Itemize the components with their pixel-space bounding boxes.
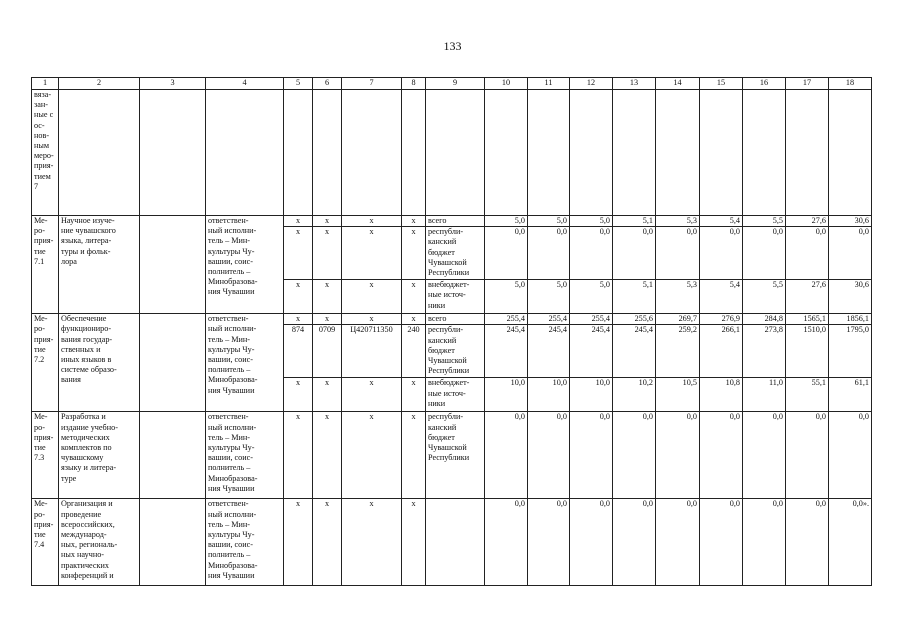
year-value-cell: 0,0 xyxy=(700,499,743,586)
funding-source-cell: внебюджет- ные источ- ники xyxy=(426,378,485,412)
grbs-code-cell: x xyxy=(284,216,313,227)
continuation-row xyxy=(32,90,872,216)
year-value-cell: 0,0 xyxy=(829,412,872,499)
target-article-cell: x xyxy=(342,280,402,314)
table-row xyxy=(32,216,872,227)
section-code-cell: x xyxy=(313,216,342,227)
year-value-cell: 255,6 xyxy=(613,314,656,325)
funding-source-cell xyxy=(426,499,485,586)
program-measures-table xyxy=(31,77,872,586)
year-value-cell: 255,4 xyxy=(528,314,570,325)
measure-code-cell: Ме- ро- прия- тие 7.2 xyxy=(32,314,59,412)
continuation-label: вяза- зан- ные с ос- нов- ным меро- прия- тием 7 xyxy=(32,90,59,216)
year-value-cell: 0,0 xyxy=(613,499,656,586)
year-value-cell: 245,4 xyxy=(528,325,570,378)
year-value-cell: 0,0 xyxy=(656,412,700,499)
year-value-cell: 259,2 xyxy=(656,325,700,378)
column-number-header: 13 xyxy=(613,78,656,90)
year-value-cell: 30,6 xyxy=(829,280,872,314)
year-value-cell: 5,1 xyxy=(613,280,656,314)
target-article-cell: x xyxy=(342,216,402,227)
column-number-header: 8 xyxy=(402,78,426,90)
year-value-cell: 5,3 xyxy=(656,216,700,227)
column-number-row xyxy=(32,78,872,90)
year-value-cell: 245,4 xyxy=(485,325,528,378)
section-code-cell: x xyxy=(313,314,342,325)
grbs-code-cell: 874 xyxy=(284,325,313,378)
year-value-cell: 30,6 xyxy=(829,216,872,227)
year-value-cell: 0,0 xyxy=(485,412,528,499)
target-article-cell: x xyxy=(342,499,402,586)
funding-source-cell: республи- канский бюджет Чувашской Республики xyxy=(426,325,485,378)
grbs-code-cell: x xyxy=(284,499,313,586)
year-value-cell: 0,0 xyxy=(613,227,656,280)
column-number-header: 17 xyxy=(786,78,829,90)
section-code-cell: x xyxy=(313,227,342,280)
year-value-cell: 1510,0 xyxy=(786,325,829,378)
expense-type-cell: x xyxy=(402,412,426,499)
funding-source-cell: республи- канский бюджет Чувашской Республики xyxy=(426,227,485,280)
funding-source-cell: внебюджет- ные источ- ники xyxy=(426,280,485,314)
section-code-cell: x xyxy=(313,412,342,499)
grbs-code-cell: x xyxy=(284,280,313,314)
expense-type-cell: x xyxy=(402,280,426,314)
section-code-cell: x xyxy=(313,280,342,314)
target-article-cell: Ц420711350 xyxy=(342,325,402,378)
measure-name-cell: Научное изуче- ние чувашского языка, литера- туры и фольк- лора xyxy=(59,216,140,314)
expense-type-cell: x xyxy=(402,499,426,586)
column-number-header: 2 xyxy=(59,78,140,90)
table-row xyxy=(32,499,872,586)
year-value-cell: 0,0 xyxy=(528,412,570,499)
measure-code-cell: Ме- ро- прия- тие 7.1 xyxy=(32,216,59,314)
year-value-cell: 0,0 xyxy=(743,227,786,280)
year-value-cell: 5,0 xyxy=(528,216,570,227)
year-value-cell: 1856,1 xyxy=(829,314,872,325)
year-value-cell: 5,4 xyxy=(700,280,743,314)
year-value-cell: 1565,1 xyxy=(786,314,829,325)
year-value-cell: 5,0 xyxy=(570,280,613,314)
section-code-cell: 0709 xyxy=(313,325,342,378)
executor-cell: ответствен- ный исполни- тель – Мин- культуры Чу- вашии, соис- полнитель – Минобразова- ния Чувашии xyxy=(206,499,284,586)
year-value-cell: 255,4 xyxy=(570,314,613,325)
column-number-header: 14 xyxy=(656,78,700,90)
funding-source-cell: всего xyxy=(426,314,485,325)
column-number-header: 5 xyxy=(284,78,313,90)
year-value-cell: 0,0 xyxy=(656,227,700,280)
year-value-cell: 0,0 xyxy=(570,227,613,280)
year-value-cell: 5,0 xyxy=(485,216,528,227)
target-article-cell: x xyxy=(342,412,402,499)
year-value-cell: 5,0 xyxy=(570,216,613,227)
column-number-header: 12 xyxy=(570,78,613,90)
year-value-cell: 245,4 xyxy=(613,325,656,378)
column-number-header: 6 xyxy=(313,78,342,90)
year-value-cell: 273,8 xyxy=(743,325,786,378)
year-value-cell: 0,0 xyxy=(743,499,786,586)
funding-source-cell: всего xyxy=(426,216,485,227)
column-number-header: 10 xyxy=(485,78,528,90)
table-row xyxy=(32,314,872,325)
year-value-cell: 55,1 xyxy=(786,378,829,412)
year-value-cell: 61,1 xyxy=(829,378,872,412)
year-value-cell: 0,0 xyxy=(700,227,743,280)
year-value-cell: 269,7 xyxy=(656,314,700,325)
column-number-header: 1 xyxy=(32,78,59,90)
year-value-cell: 0,0 xyxy=(485,227,528,280)
executor-cell: ответствен- ный исполни- тель – Мин- культуры Чу- вашии, соис- полнитель – Минобразова- ния Чувашии xyxy=(206,314,284,412)
section-code-cell: x xyxy=(313,499,342,586)
expense-type-cell: x xyxy=(402,378,426,412)
measure-name-cell: Организация и проведение всероссийских, международ- ных, региональ- ных научно- практических конференций и xyxy=(59,499,140,586)
year-value-cell: 284,8 xyxy=(743,314,786,325)
year-value-cell: 11,0 xyxy=(743,378,786,412)
expense-type-cell: x xyxy=(402,227,426,280)
year-value-cell: 5,0 xyxy=(528,280,570,314)
year-value-cell: 10,5 xyxy=(656,378,700,412)
year-value-cell: 0,0 xyxy=(485,499,528,586)
table-row xyxy=(32,412,872,499)
page-number: 133 xyxy=(443,39,462,53)
column-number-header: 9 xyxy=(426,78,485,90)
empty-cell xyxy=(140,216,206,314)
year-value-cell: 266,1 xyxy=(700,325,743,378)
year-value-cell: 5,5 xyxy=(743,216,786,227)
year-value-cell: 255,4 xyxy=(485,314,528,325)
target-article-cell: x xyxy=(342,227,402,280)
executor-cell: ответствен- ный исполни- тель – Мин- культуры Чу- вашии, соис- полнитель – Минобразова- ния Чувашии xyxy=(206,412,284,499)
year-value-cell: 10,8 xyxy=(700,378,743,412)
grbs-code-cell: x xyxy=(284,314,313,325)
year-value-cell: 0,0». xyxy=(829,499,872,586)
year-value-cell: 1795,0 xyxy=(829,325,872,378)
grbs-code-cell: x xyxy=(284,412,313,499)
year-value-cell: 5,5 xyxy=(743,280,786,314)
year-value-cell: 0,0 xyxy=(743,412,786,499)
grbs-code-cell: x xyxy=(284,227,313,280)
year-value-cell: 27,6 xyxy=(786,280,829,314)
column-number-header: 7 xyxy=(342,78,402,90)
year-value-cell: 0,0 xyxy=(786,412,829,499)
column-number-header: 3 xyxy=(140,78,206,90)
target-article-cell: x xyxy=(342,378,402,412)
column-number-header: 16 xyxy=(743,78,786,90)
year-value-cell: 276,9 xyxy=(700,314,743,325)
empty-cell xyxy=(140,499,206,586)
measure-name-cell: Разработка и издание учебно- методических комплектов по чувашскому языку и литера- туре xyxy=(59,412,140,499)
year-value-cell: 0,0 xyxy=(656,499,700,586)
year-value-cell: 5,4 xyxy=(700,216,743,227)
expense-type-cell: 240 xyxy=(402,325,426,378)
grbs-code-cell: x xyxy=(284,378,313,412)
year-value-cell: 27,6 xyxy=(786,216,829,227)
section-code-cell: x xyxy=(313,378,342,412)
year-value-cell: 5,0 xyxy=(485,280,528,314)
year-value-cell: 10,0 xyxy=(570,378,613,412)
table-body xyxy=(32,78,872,586)
year-value-cell: 0,0 xyxy=(613,412,656,499)
target-article-cell: x xyxy=(342,314,402,325)
column-number-header: 11 xyxy=(528,78,570,90)
measure-name-cell: Обеспечение функциониро- вания государ- ственных и иных языков в системе образо- вания xyxy=(59,314,140,412)
year-value-cell: 0,0 xyxy=(570,412,613,499)
year-value-cell: 10,0 xyxy=(528,378,570,412)
expense-type-cell: x xyxy=(402,314,426,325)
year-value-cell: 0,0 xyxy=(786,227,829,280)
year-value-cell: 10,0 xyxy=(485,378,528,412)
column-number-header: 15 xyxy=(700,78,743,90)
expense-type-cell: x xyxy=(402,216,426,227)
year-value-cell: 0,0 xyxy=(829,227,872,280)
year-value-cell: 245,4 xyxy=(570,325,613,378)
year-value-cell: 0,0 xyxy=(528,499,570,586)
year-value-cell: 10,2 xyxy=(613,378,656,412)
measure-code-cell: Ме- ро- прия- тие 7.3 xyxy=(32,412,59,499)
year-value-cell: 0,0 xyxy=(570,499,613,586)
empty-cell xyxy=(140,412,206,499)
measure-code-cell: Ме- ро- прия- тие 7.4 xyxy=(32,499,59,586)
column-number-header: 4 xyxy=(206,78,284,90)
column-number-header: 18 xyxy=(829,78,872,90)
year-value-cell: 5,1 xyxy=(613,216,656,227)
executor-cell: ответствен- ный исполни- тель – Мин- культуры Чу- вашии, соис- полнитель – Минобразова- ния Чувашии xyxy=(206,216,284,314)
year-value-cell: 0,0 xyxy=(786,499,829,586)
year-value-cell: 0,0 xyxy=(700,412,743,499)
year-value-cell: 5,3 xyxy=(656,280,700,314)
funding-source-cell: республи- канский бюджет Чувашской Республики xyxy=(426,412,485,499)
year-value-cell: 0,0 xyxy=(528,227,570,280)
empty-cell xyxy=(140,314,206,412)
